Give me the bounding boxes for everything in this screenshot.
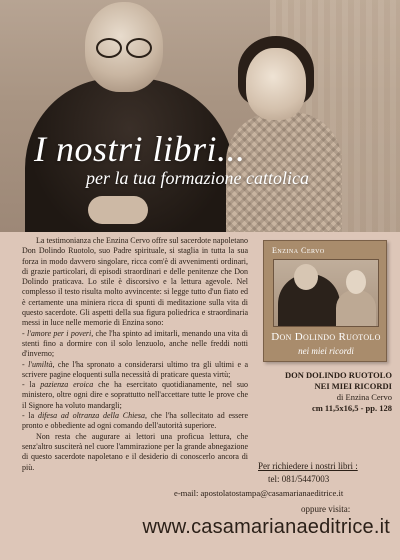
item-text: , che l'ha sollecitato ad essere pronto e obbediente ad ogni comando dell'autorità superiore. — [22, 411, 249, 431]
book-info-details: cm 11,5x16,5 - pp. 128 — [311, 403, 392, 413]
book-info-title: DON DOLINDO RUOTOLO — [284, 370, 392, 380]
email-address[interactable]: e-mail: apostolatostampa@casamarianaeditrice.it — [174, 488, 344, 498]
cover-priest-head — [294, 264, 318, 290]
item-emphasis: l'amore per i poveri — [26, 328, 92, 338]
item-emphasis: difesa ad oltranza della Chiesa — [37, 411, 145, 421]
item-emphasis: pazienza eroica — [40, 380, 94, 390]
cover-woman-head — [346, 270, 366, 294]
cover-title: Don Dolindo Ruotolo — [271, 331, 381, 343]
book-info-title: NEI MIEI RICORDI — [314, 381, 392, 391]
order-heading: Per richiedere i nostri libri : — [258, 461, 358, 471]
description-item: - la pazienza eroica che ha esercitato quotidianamente, nel suo ministero, oltre ogni dire e soprattutto nell'accettare tutte le prove che il Signore ha voluto mandargli; — [22, 380, 249, 410]
description-item: - la difesa ad oltranza della Chiesa, che l'ha sollecitato ad essere pronto e obbediente ad ogni comando dell'autorità superiore. — [22, 411, 249, 431]
item-text: che ha esercitato quotidianamente, nel suo ministero, oltre ogni dire e soprattutto nell'accettare tutte le prove che il Signore ha voluto mandargli; — [22, 380, 249, 410]
visit-label: oppure visita: — [301, 504, 351, 514]
hero-title: I nostri libri... — [34, 129, 246, 169]
hero-photo — [0, 0, 400, 232]
description-paragraph: Non resta che augurare ai lettori una proficua lettura, che senz'altro susciterà nel cuore l'ammirazione per la grande abnegazione di questo sacerdote napoletano e il desiderio di conoscerlo ancora di più. — [22, 431, 248, 472]
phone-number[interactable]: tel: 081/5447003 — [268, 474, 330, 484]
woman-face — [246, 48, 306, 120]
item-emphasis: l'umiltà — [28, 359, 53, 369]
book-description — [22, 236, 248, 473]
description-item: - l'amore per i poveri, che l'ha spinto ad imitarli, menando una vita di stenti fino a dormire con il solo lenzuolo, anche nelle freddi notti d'inverno; — [22, 328, 248, 359]
cover-subtitle: nei miei ricordi — [298, 346, 354, 356]
cover-woman — [336, 290, 376, 327]
book-info — [252, 370, 392, 414]
cover-photo — [273, 259, 379, 327]
description-item: - l'umiltà, che l'ha spronato a considerarsi ultimo tra gli ultimi e a scrivere pagine eloquenti sulla necessità di praticare questa virtù; — [22, 359, 248, 379]
website-link[interactable]: www.casamarianaeditrice.it — [142, 516, 390, 538]
book-cover — [263, 240, 387, 362]
description-paragraph: La testimonianza che Enzina Cervo offre sul sacerdote napoletano Don Dolindo Ruotolo, suo Padre spirituale, si staglia in tutta la sua forza in modo davvero singolare, ricca com'è di avvenimenti ordinari, di grazie particolari, di episodi straordinari e delle penitenze che Don Dolindo praticava. Lo stile è discorsivo e la lettura agevole. Nel complesso il testo risulta molto avvincente: si legge tutto d'un fiato ed è certamente una miniera ricca di spunti di meditazione sulla vita di questo sacerdote. Gli aspetti della sua figura poliedrica e straordinaria messi in luce nelle memorie di Enzina sono: — [22, 236, 248, 328]
priest-hands — [88, 196, 148, 224]
hero-subtitle: per la tua formazione cattolica — [86, 168, 309, 188]
cover-author: Enzina Cervo — [272, 246, 325, 255]
book-info-author: di Enzina Cervo — [336, 392, 392, 402]
glasses-icon — [96, 38, 152, 54]
item-text: , che l'ha spronato a considerarsi ultimo tra gli ultimi e a scrivere pagine eloquenti sulla necessità di praticare questa virtù; — [22, 359, 248, 379]
item-text: , che l'ha spinto ad imitarli, menando una vita di stenti fino a dormire con il solo lenzuolo, anche nelle freddi notti d'inverno; — [22, 328, 248, 359]
